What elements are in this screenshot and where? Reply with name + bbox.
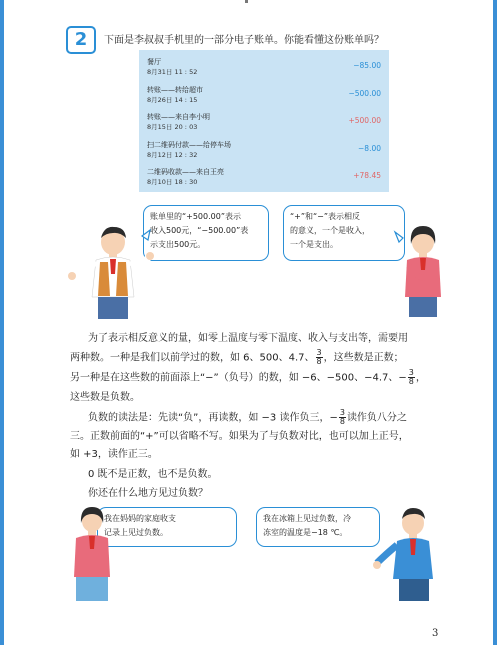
ledger-row-time: 8月15日 20 : 03 [147, 123, 198, 131]
phone-ledger [139, 50, 389, 192]
paragraph-2-line-2: 三。正数前面的“+”可以省略不写。如果为了与负数对比，也可以加上正号， [70, 431, 409, 442]
paragraph-1-line-1: 为了表示相反意义的量，如零上温度与零下温度、收入与支出等，需要用 [88, 333, 408, 344]
text-run: 另一种是在这些数的前面添上“−”（负号）的数，如 −6、−500、−4.7、− [70, 372, 407, 384]
speech-bubble-girl-bottom [97, 507, 237, 547]
page-border-right [493, 0, 497, 645]
ledger-row-name: 转账——转给超市 [147, 86, 203, 94]
bubble-line: 冻室的温度是−18 ℃。 [263, 528, 348, 537]
ledger-row [147, 112, 381, 136]
ledger-row-amount: −500.00 [348, 89, 381, 98]
boy-illustration-top [68, 222, 160, 322]
girl-illustration-top [393, 222, 455, 322]
fraction-numerator: 3 [316, 348, 322, 357]
ledger-row-name: 餐厅 [147, 58, 161, 66]
paragraph-2-line-1 [88, 409, 407, 428]
ledger-row-time: 8月12日 12 : 32 [147, 151, 198, 159]
paragraph-2-line-3: 如 +3，读作正三。 [70, 449, 158, 460]
ledger-row [147, 167, 381, 191]
fraction-denominator: 8 [316, 357, 322, 366]
paragraph-3: 0 既不是正数，也不是负数。 [88, 469, 218, 480]
speech-bubble-boy-bottom [256, 507, 380, 547]
fraction-denominator: 8 [339, 417, 345, 426]
top-dot [245, 0, 248, 3]
paragraph-4-question: 你还在什么地方见过负数？ [88, 488, 208, 499]
ledger-row-amount: +78.45 [353, 171, 381, 180]
bubble-line: 的意义，一个是收入， [290, 226, 370, 235]
text-run: ，这些数是正数； [323, 352, 404, 364]
page-number: 3 [432, 628, 439, 639]
ledger-row-time: 8月31日 11 : 52 [147, 68, 198, 76]
bubble-line: “+”和“−”表示相反 [290, 212, 360, 221]
bubble-line: 我在妈妈的家庭收支 [104, 514, 176, 523]
speech-bubble-girl-top [283, 205, 405, 261]
paragraph-1-line-4: 这些数是负数。 [70, 392, 140, 403]
ledger-row-time: 8月26日 14 : 15 [147, 96, 198, 104]
bubble-line: 我在冰箱上见过负数，冷 [263, 514, 351, 523]
ledger-row-name: 扫二维码付款——给停车场 [147, 141, 231, 149]
ledger-row-name: 转账——来自李小明 [147, 113, 210, 121]
fraction [408, 369, 415, 386]
ledger-row-amount: −8.00 [358, 144, 381, 153]
fraction-numerator: 3 [339, 408, 345, 417]
paragraph-1-line-3 [70, 369, 426, 388]
text-run: 读作负八分之 [346, 412, 407, 424]
text-run: 两种数。一种是我们以前学过的数，如 6、500、4.7、 [70, 352, 315, 364]
bubble-line: 示支出500元。 [150, 240, 206, 249]
fraction [316, 349, 323, 366]
ledger-row-time: 8月10日 18 : 30 [147, 178, 198, 186]
fraction-numerator: 3 [408, 368, 414, 377]
text-run: 负数的读法是：先读“负”，再读数，如 −3 读作负三，− [88, 412, 338, 424]
ledger-row [147, 57, 381, 81]
fraction [339, 409, 346, 426]
fraction-denominator: 8 [408, 377, 414, 386]
boy-illustration-bottom [373, 505, 443, 605]
bubble-line: 一个是支出。 [290, 240, 338, 249]
intro-question: 下面是李叔叔手机里的一部分电子账单。你能看懂这份账单吗？ [104, 35, 384, 46]
ledger-row-name: 二维码收款——来自王亮 [147, 168, 224, 176]
text-run: ， [415, 372, 426, 384]
bubble-line: 收入500元，“−500.00”表 [150, 226, 249, 235]
ledger-row [147, 85, 381, 109]
ledger-row [147, 140, 381, 164]
speech-bubble-boy-top [143, 205, 269, 261]
section-number-badge: 2 [66, 26, 96, 54]
bubble-line: 记录上见过负数。 [104, 528, 168, 537]
girl-illustration-bottom [68, 505, 118, 605]
bubble-line: 账单里的“+500.00”表示 [150, 212, 241, 221]
paragraph-1-line-2 [70, 349, 404, 368]
ledger-row-amount: +500.00 [348, 116, 381, 125]
page-border-left [0, 0, 4, 645]
ledger-row-amount: −85.00 [353, 61, 381, 70]
